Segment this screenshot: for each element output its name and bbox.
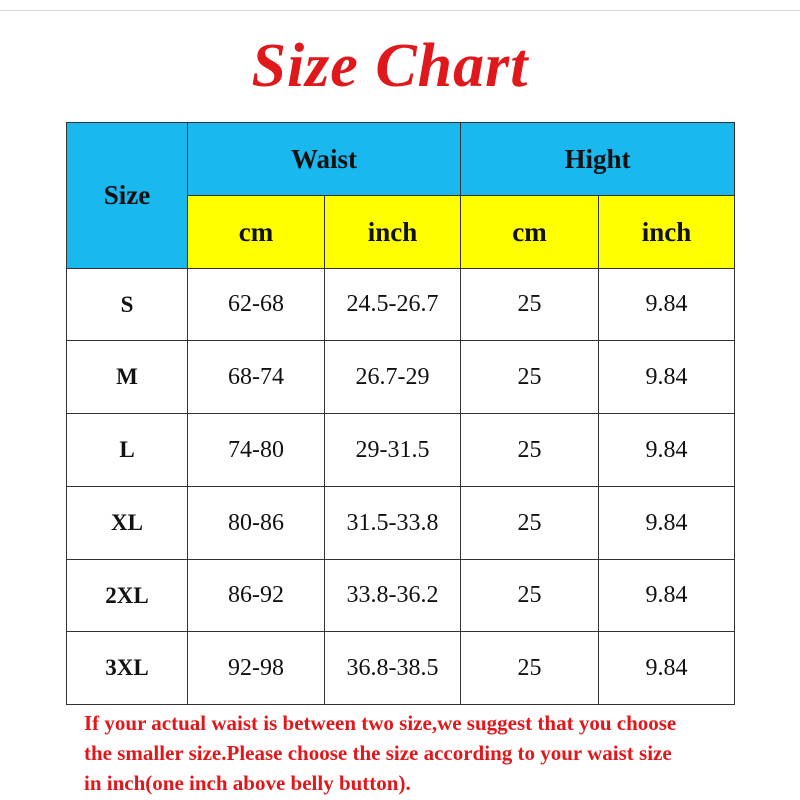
hight-inch-cell: 9.84 (599, 341, 735, 414)
waist-inch-header: inch (325, 196, 461, 269)
table-row (67, 560, 735, 632)
waist-cm-cell: 74-80 (188, 414, 325, 487)
table-row (67, 341, 735, 414)
size-chart-table (66, 122, 735, 705)
waist-inch-cell: 33.8-36.2 (325, 560, 461, 632)
waist-cm-cell: 62-68 (188, 269, 325, 341)
hight-group-header: Hight (461, 123, 735, 196)
hight-inch-cell: 9.84 (599, 269, 735, 341)
waist-inch-cell: 26.7-29 (325, 341, 461, 414)
hight-cm-cell: 25 (461, 341, 599, 414)
size-advice-note (84, 708, 784, 798)
table-row (67, 414, 735, 487)
waist-cm-header: cm (188, 196, 325, 269)
note-line: the smaller size.Please choose the size according to your waist size (84, 741, 672, 765)
waist-cm-cell: 86-92 (188, 560, 325, 632)
top-divider (0, 10, 800, 11)
size-cell: XL (67, 487, 188, 560)
table-row (67, 269, 735, 341)
waist-inch-cell: 24.5-26.7 (325, 269, 461, 341)
table-row (67, 632, 735, 705)
size-cell: S (67, 269, 188, 341)
hight-cm-header: cm (461, 196, 599, 269)
note-line: If your actual waist is between two size,we suggest that you choose (84, 711, 677, 735)
hight-inch-header: inch (599, 196, 735, 269)
hight-cm-cell: 25 (461, 560, 599, 632)
hight-cm-cell: 25 (461, 487, 599, 560)
waist-group-header: Waist (188, 123, 461, 196)
waist-cm-cell: 68-74 (188, 341, 325, 414)
page-title: Size Chart (251, 32, 529, 100)
size-cell: 3XL (67, 632, 188, 705)
hight-inch-cell: 9.84 (599, 487, 735, 560)
table-row (67, 487, 735, 560)
hight-inch-cell: 9.84 (599, 632, 735, 705)
waist-inch-cell: 31.5-33.8 (325, 487, 461, 560)
waist-cm-cell: 92-98 (188, 632, 325, 705)
waist-cm-cell: 80-86 (188, 487, 325, 560)
header-row-groups (67, 123, 735, 196)
note-line: in inch(one inch above belly button). (84, 771, 411, 795)
hight-inch-cell: 9.84 (599, 560, 735, 632)
hight-cm-cell: 25 (461, 632, 599, 705)
hight-cm-cell: 25 (461, 414, 599, 487)
size-cell: M (67, 341, 188, 414)
size-cell: L (67, 414, 188, 487)
hight-inch-cell: 9.84 (599, 414, 735, 487)
hight-cm-cell: 25 (461, 269, 599, 341)
size-column-header: Size (67, 123, 188, 269)
size-cell: 2XL (67, 560, 188, 632)
waist-inch-cell: 29-31.5 (325, 414, 461, 487)
waist-inch-cell: 36.8-38.5 (325, 632, 461, 705)
